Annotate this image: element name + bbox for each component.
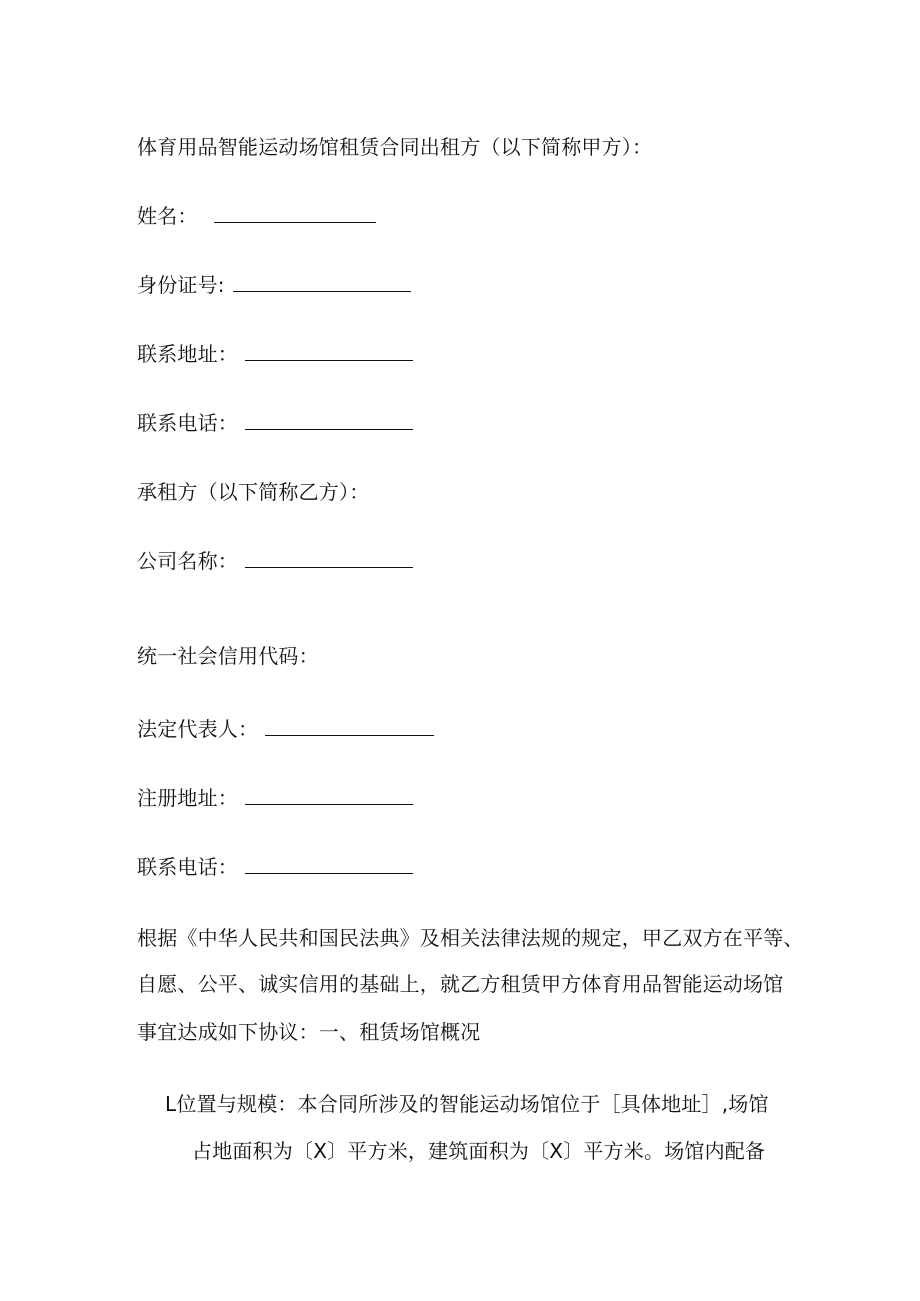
preamble-line: 事宜达成如下协议：一、租赁场馆概况 [137, 1020, 481, 1044]
lessor-phone-blank [245, 409, 413, 430]
clause-line: L位置与规模：本合同所涉及的智能运动场馆位于［具体地址］,场馆 [165, 1092, 769, 1116]
lessee-company-label: 公司名称： [137, 549, 238, 573]
lessee-reg-address-label: 注册地址： [137, 786, 238, 810]
lessor-name-blank [214, 202, 376, 223]
lessor-phone-row [137, 409, 413, 437]
lessor-phone-label: 联系电话： [137, 411, 238, 435]
preamble-line: 根据《中华人民共和国民法典》及相关法律法规的规定，甲乙双方在平等、 [137, 926, 804, 950]
lessee-reg-address-blank [245, 784, 413, 805]
lessee-legal-rep-row [137, 715, 434, 743]
lessee-credit-code-label: 统一社会信用代码： [137, 644, 319, 668]
lessor-id-label: 身份证号: [137, 273, 225, 297]
lessee-heading: 承租方（以下简称乙方）： [137, 480, 370, 504]
lessee-company-blank [245, 547, 413, 568]
lessee-company-row [137, 547, 413, 575]
lessee-legal-rep-label: 法定代表人： [137, 717, 259, 741]
lessor-address-blank [245, 340, 413, 361]
lessor-address-label: 联系地址： [137, 342, 238, 366]
lessor-name-label: 姓名： [137, 204, 198, 228]
lessee-phone-label: 联系电话： [137, 855, 238, 879]
lessee-reg-address-row [137, 784, 413, 812]
lessee-legal-rep-blank [265, 715, 434, 736]
lessor-id-row [137, 271, 411, 299]
lessee-phone-row [137, 853, 413, 881]
preamble-line: 自愿、公平、诚实信用的基础上，就乙方租赁甲方体育用品智能运动场馆 [137, 972, 784, 996]
lessor-id-blank [233, 271, 411, 292]
clause-line: 占地面积为〔X〕平方米，建筑面积为〔X〕平方米。场馆内配备 [192, 1139, 766, 1163]
lessor-address-row [137, 340, 413, 368]
lessee-phone-blank [245, 853, 413, 874]
lessor-name-row [137, 202, 376, 230]
contract-title-line: 体育用品智能运动场馆租赁合同出租方（以下简称甲方）： [137, 135, 653, 159]
